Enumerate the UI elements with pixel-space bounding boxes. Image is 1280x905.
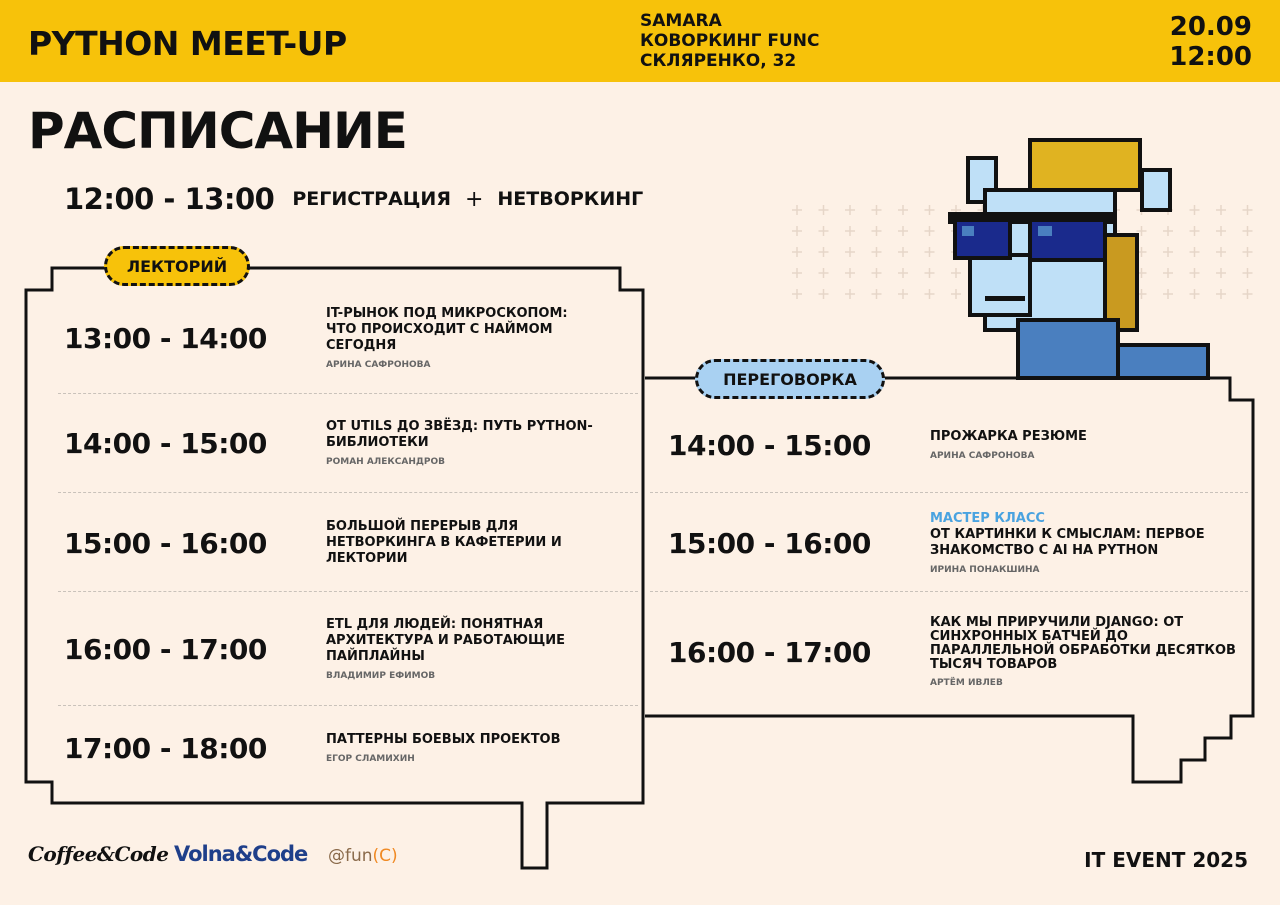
- networking-label: НЕТВОРКИНГ: [497, 188, 644, 210]
- lectorium-slot: [64, 420, 601, 466]
- event-title: PYTHON MEET-UP: [28, 24, 347, 63]
- registration-label: РЕГИСТРАЦИЯ: [292, 188, 451, 210]
- slot-divider: [58, 705, 638, 706]
- page-title: РАСПИСАНИЕ: [28, 102, 407, 160]
- slot-title: ОТ UTILS ДО ЗВЁЗД: ПУТЬ PYTHON-БИБЛИОТЕКИ: [326, 419, 593, 450]
- meeting-room-slot: [668, 511, 1240, 575]
- slot-speaker: ЕГОР СЛАМИХИН: [326, 754, 415, 764]
- slot-divider: [58, 492, 638, 493]
- venue-name: КОВОРКИНГ FUNC: [640, 31, 820, 51]
- slot-speaker: АРИНА САФРОНОВА: [326, 360, 431, 370]
- slot-title: ПРОЖАРКА РЕЗЮМЕ: [930, 429, 1087, 444]
- meeting-room-badge: ПЕРЕГОВОРКА: [695, 359, 885, 399]
- sponsor-logo-volna-code: Volna&Code: [174, 842, 308, 866]
- sponsor-logo-func: [328, 846, 398, 866]
- slot-title: IT-РЫНОК ПОД МИКРОСКОПОМ: ЧТО ПРОИСХОДИТ С НАЙМОМ СЕГОДНЯ: [326, 306, 568, 353]
- lectorium-slot: [64, 518, 601, 568]
- slot-title: ОТ КАРТИНКИ К СМЫСЛАМ: ПЕРВОЕ ЗНАКОМСТВО С AI НА PYTHON: [930, 527, 1205, 558]
- master-class-tag: МАСТЕР КЛАСС: [930, 511, 1045, 526]
- slot-speaker: ВЛАДИМИР ЕФИМОВ: [326, 671, 436, 681]
- func-logo-text: @fun: [328, 846, 373, 866]
- registration-time: 12:00 - 13:00: [64, 182, 275, 216]
- slot-divider: [650, 591, 1248, 592]
- footer-event-label: IT EVENT 2025: [1084, 848, 1248, 872]
- slot-speaker: АРИНА САФРОНОВА: [930, 451, 1035, 461]
- pixel-llama-with-sunglasses-icon: [948, 140, 1208, 378]
- meeting-room-slot: [668, 616, 1240, 688]
- meeting-room-slot: [668, 427, 1240, 463]
- slot-divider: [58, 393, 638, 394]
- func-logo-bracket: (C): [372, 846, 398, 866]
- slot-time: 15:00 - 16:00: [668, 526, 871, 560]
- slot-time: 13:00 - 14:00: [64, 321, 267, 355]
- lectorium-slot: [64, 617, 601, 681]
- lectorium-slot: [64, 306, 601, 370]
- slot-title: БОЛЬШОЙ ПЕРЕРЫВ ДЛЯ НЕТВОРКИНГА В КАФЕТЕРИИ И ЛЕКТОРИИ: [326, 519, 562, 566]
- slot-speaker: РОМАН АЛЕКСАНДРОВ: [326, 457, 446, 467]
- slot-speaker: АРТЁМ ИВЛЕВ: [930, 678, 1003, 688]
- lectorium-slot: [64, 730, 601, 766]
- slot-time: 16:00 - 17:00: [668, 635, 871, 669]
- slot-title: ETL ДЛЯ ЛЮДЕЙ: ПОНЯТНАЯ АРХИТЕКТУРА И РАБОТАЮЩИЕ ПАЙПЛАЙНЫ: [326, 617, 566, 664]
- venue-city: SAMARA: [640, 11, 722, 31]
- slot-time: 14:00 - 15:00: [668, 428, 871, 462]
- slot-title: КАК МЫ ПРИРУЧИЛИ DJANGO: ОТ СИНХРОННЫХ БАТЧЕЙ ДО ПАРАЛЛЕЛЬНОЙ ОБРАБОТКИ ДЕСЯТКОВ ТЫСЯЧ ТОВАРОВ: [930, 615, 1236, 672]
- event-time: 12:00: [1169, 42, 1252, 72]
- slot-time: 15:00 - 16:00: [64, 526, 267, 560]
- slot-divider: [650, 492, 1248, 493]
- slot-title: ПАТТЕРНЫ БОЕВЫХ ПРОЕКТОВ: [326, 732, 561, 747]
- lectorium-badge: ЛЕКТОРИЙ: [104, 246, 250, 286]
- slot-time: 17:00 - 18:00: [64, 731, 267, 765]
- slot-time: 14:00 - 15:00: [64, 426, 267, 460]
- slot-speaker: ИРИНА ПОНАКШИНА: [930, 565, 1040, 575]
- plus-sign: +: [464, 186, 484, 212]
- venue-address: СКЛЯРЕНКО, 32: [640, 51, 797, 71]
- event-date: 20.09: [1169, 12, 1252, 42]
- sponsor-logo-coffee-code: Coffee&Code: [28, 842, 169, 866]
- slot-time: 16:00 - 17:00: [64, 632, 267, 666]
- slot-divider: [58, 591, 638, 592]
